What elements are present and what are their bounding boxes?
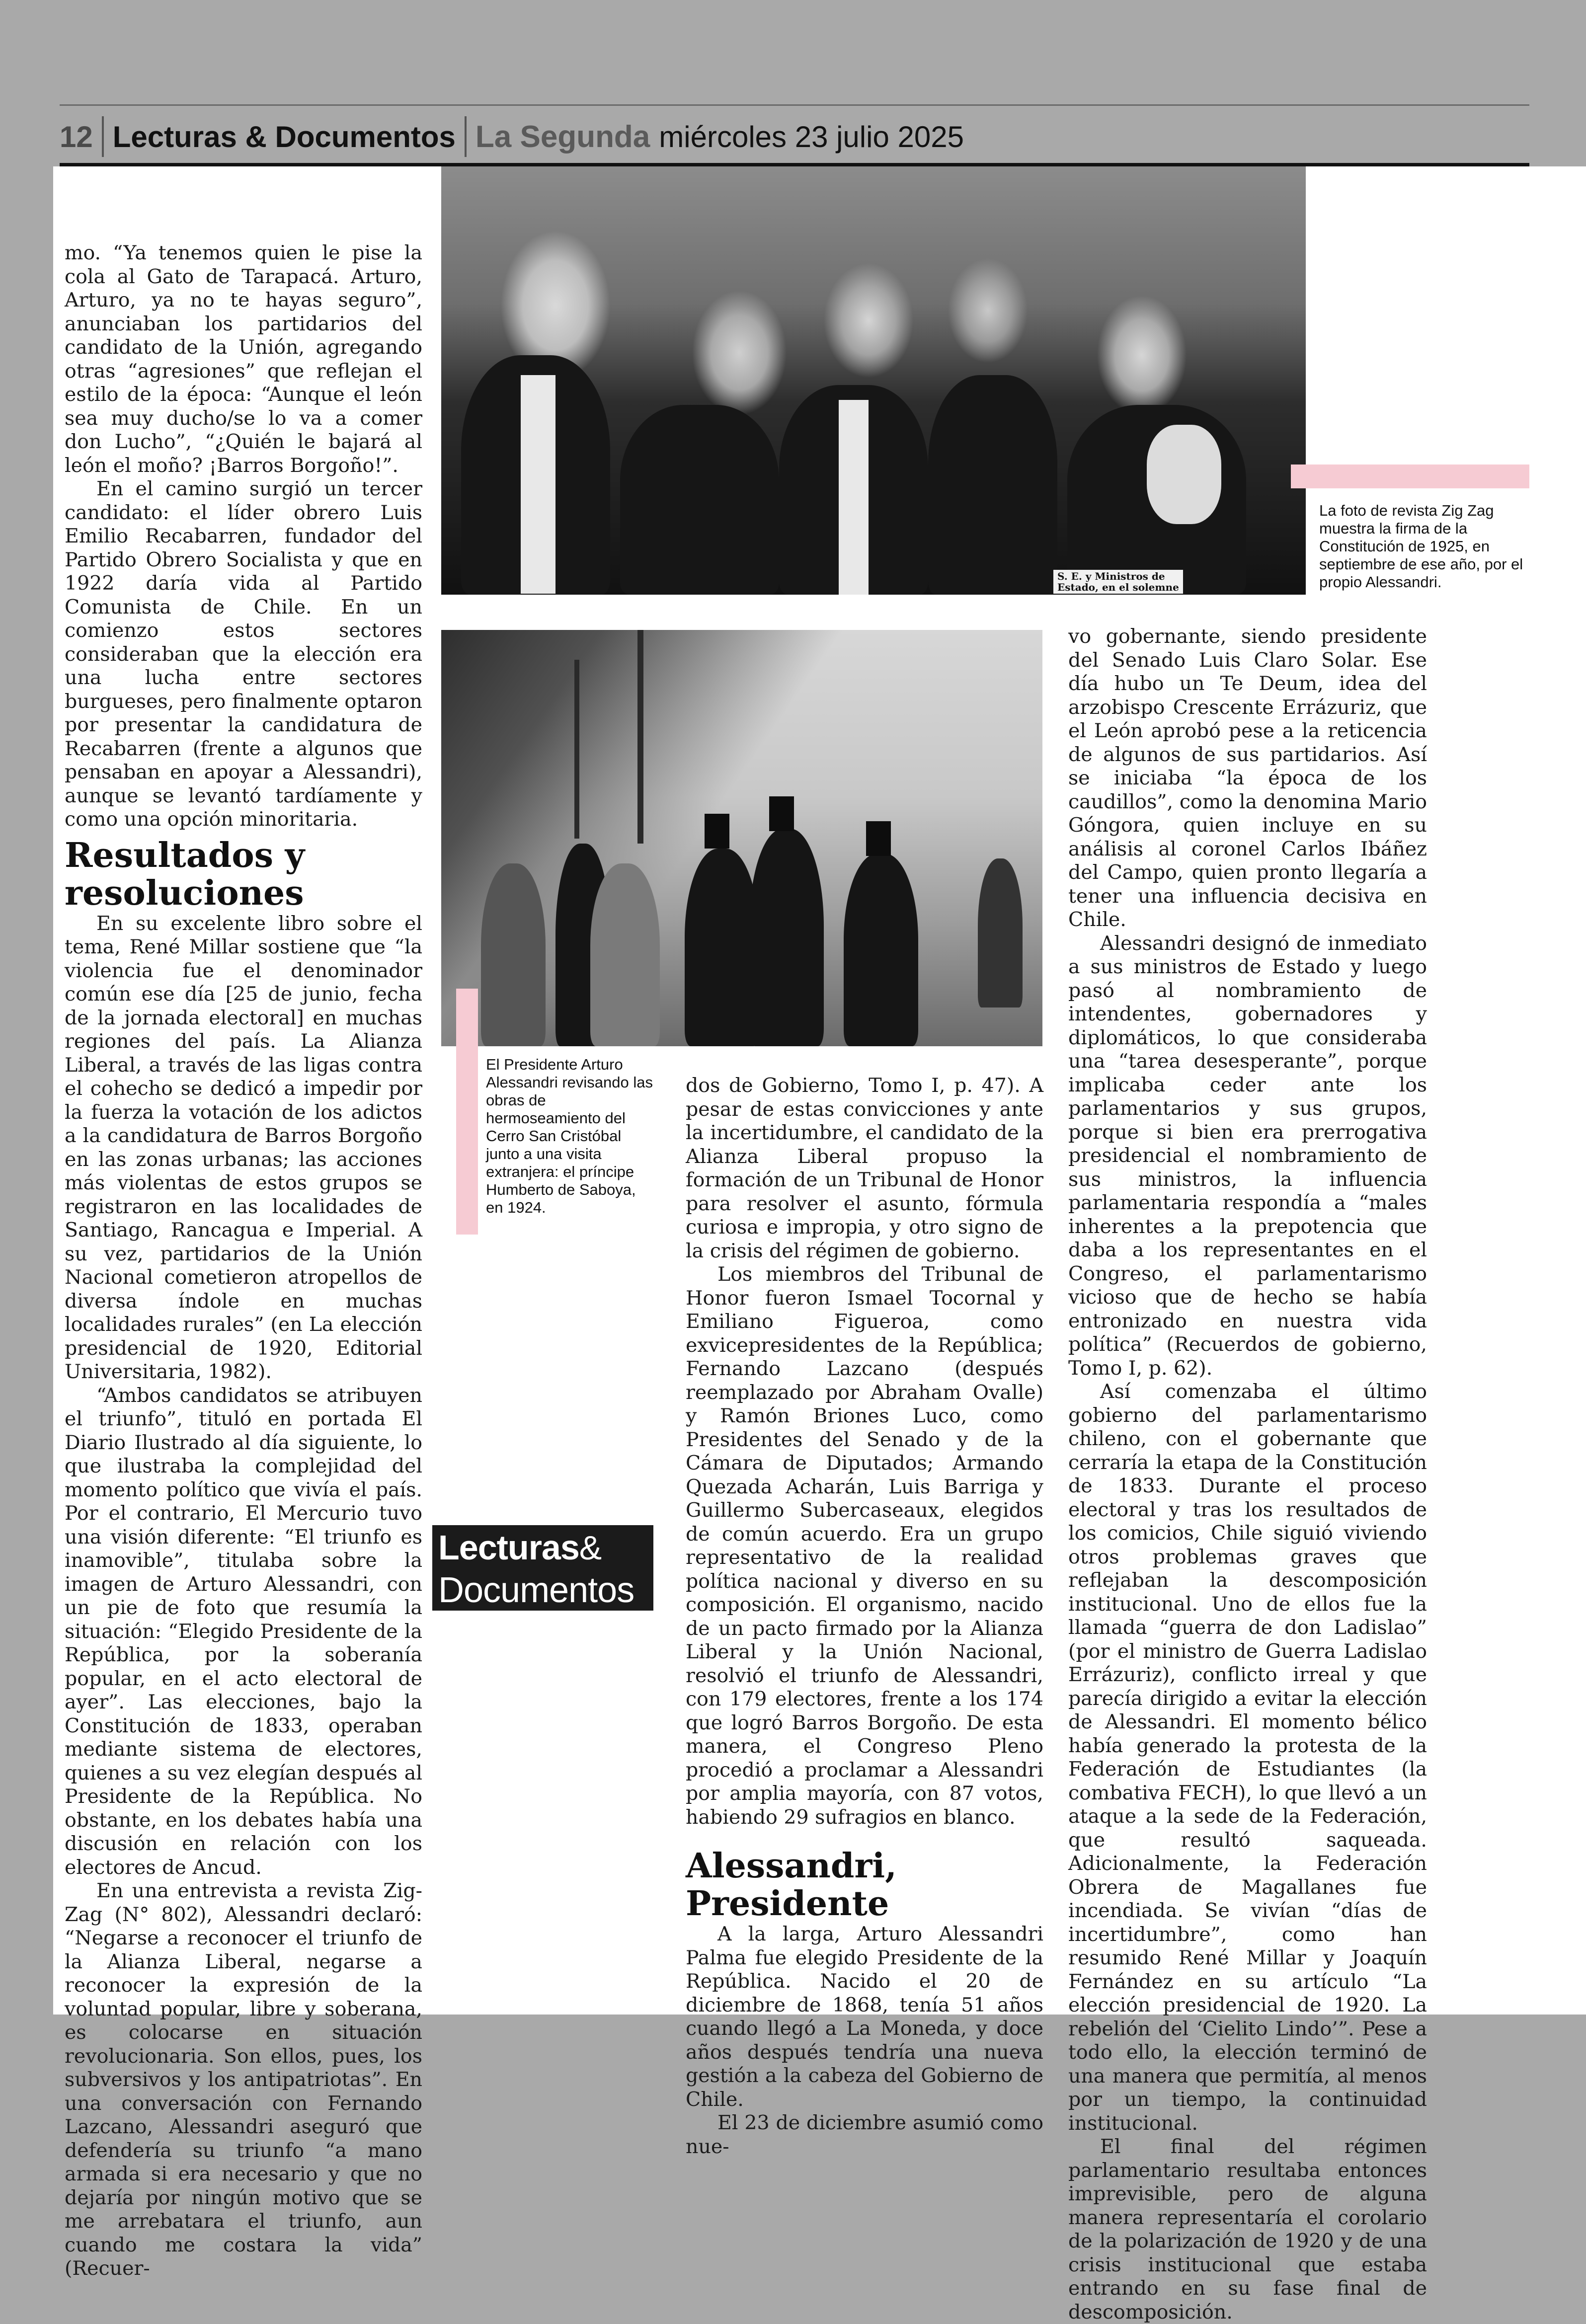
shirt-front xyxy=(839,400,869,595)
subheading-resultados: Resultados y resoluciones xyxy=(65,835,305,913)
page-number: 12 xyxy=(60,120,93,154)
logo-ampersand: & xyxy=(579,1529,602,1567)
caption-accent-bar xyxy=(456,989,478,1235)
header-divider xyxy=(102,116,104,157)
article-column-1 xyxy=(65,241,422,2281)
shirt-front xyxy=(521,375,555,594)
utility-pole xyxy=(637,630,643,844)
section-title: Lecturas & Documentos xyxy=(112,120,456,154)
plate-line-2: Estado, en el solemne xyxy=(1057,581,1179,593)
figure-silhouette xyxy=(844,853,918,1046)
uniform-plume xyxy=(1147,425,1221,524)
paragraph: mo. “Ya tenemos quien le pise la cola al Gato de Tarapacá. Arturo, Arturo, ya no te hayas seguro”, anunciaban los partidarios del candidato de la Unión, agregando otras “agresiones” que reflejan el estilo de la época: “Aunque el león sea muy ducho/se lo va a comer don Lucho”, “¿Quién le bajará al león el moño? ¡Barros Borgoño!”. xyxy=(65,241,422,477)
paragraph: dos de Gobierno, Tomo I, p. 47). A pesar de estas convicciones y ante la incertidumbre, el candidato de la Alianza Liberal propuso la formación de un Tribunal de Honor para resolver el asunto, fórmula curiosa e impropia, y otro signo de la crisis del régimen de gobierno. xyxy=(686,1074,1043,1262)
paragraph: El 23 de diciembre asumió como nue- xyxy=(686,2111,1043,2158)
paragraph: Los miembros del Tribunal de Honor fueron Ismael Tocornal y Emiliano Figueroa, como exvicepresidentes de la República; Fernando Lazcano (después reemplazado por Abraham Ovalle) y Ramón Briones Luco, como Presidentes del Senado y de la Cámara de Diputados; Armando Quezada Acharán, Luis Barriga y Guillermo Subercaseaux, elegidos de común acuerdo. Era un grupo representativo de la realidad política nacional y diverso en su composición. El organismo, nacido de un pacto firmado por la Alianza Liberal y la Unión Nacional, resolvió el triunfo de Alessandri, con 179 electores, frente a los 174 que logró Barros Borgoño. De esta manera, el Congreso Pleno procedió a proclamar a Alessandri por amplia mayoría, con 87 votos, habiendo 29 sufragios en blanco. xyxy=(686,1263,1043,1829)
paragraph: Alessandri designó de inmediato a sus ministros de Estado y luego pasó al nombramiento de intendentes, gobernadores y diplomáticos, lo que consideraba una “tarea desesperante”, porque implicaba ceder ante los parlamentarios y sus grupos, porque si bien era prerrogativa presidencial el nombramiento de sus ministros, la influencia parlamentaria respondía a “males inherentes a la prepotencia que daba a los representantes en el Congreso, el parlamentarismo vicioso que de hecho se había entronizado en nuestra vida política” (Recuerdos de gobierno, Tomo I, p. 62). xyxy=(1068,931,1427,1380)
paragraph: Así comenzaba el último gobierno del parlamentarismo chileno, con el gobernante que cerraría la etapa de la Constitución de 1833. Durante el proceso electoral y tras los resultados de los comicios, Chile siguió viviendo otros problemas graves que reflejaban la descomposición institucional. Uno de ellos fue la llamada “guerra de don Ladislao” (por el ministro de Guerra Ladislao Errázuriz), conflicto irreal y que parecía dirigido a evitar la elección de Alessandri. El momento bélico había generado la protesta de la Federación de Estudiantes (la combativa FECH), lo que llevó a un ataque a la sede de la Federación, que resultó saqueada. Adicionalmente, la Federación Obrera de Magallanes fue incendiada. Se vivían “días de incertidumbre”, como han resumido René Millar y Joaquín Fernández en su artículo “La elección presidencial de 1920. La rebelión del ‘Cielito Lindo’”. Pese a todo ello, la elección terminó de una manera que permitía, al menos por un tiempo, la continuidad institucional. xyxy=(1068,1380,1427,2135)
section-logo xyxy=(432,1525,653,1611)
logo-word-documentos: Documentos xyxy=(438,1570,634,1610)
top-hat xyxy=(769,796,794,831)
article-column-3 xyxy=(1068,625,1427,2324)
figure-silhouette xyxy=(620,405,779,595)
photo-plate-text xyxy=(1053,570,1183,594)
paragraph: En su excelente libro sobre el tema, René Millar sostiene que “la violencia fue el denominador común ese día [25 de junio, fecha de la jornada electoral] en muchas regiones del país. La Alianza Liberal, a través de las ligas contra el cohecho se dedicó a impedir por la fuerza la votación de los adictos a la candidatura de Barros Borgoño en las zonas urbanas; las acciones más violentas de estos grupos se registraron en las localidades de Santiago, Rancagua e Imperial. A su vez, partidarios de la Unión Nacional cometieron atropellos de diversa índole en muchas localidades rurales” (en La elección presidencial de 1920, Editorial Universitaria, 1982). xyxy=(65,912,422,1383)
paragraph: A la larga, Arturo Alessandri Palma fue elegido Presidente de la República. Nacido el 20 de diciembre de 1868, tenía 51 años cuando llegó a La Moneda, y doce años después tendría una nueva gestión a la cabeza del Gobierno de Chile. xyxy=(686,1923,1043,2111)
photo-caption-top: La foto de revista Zig Zag muestra la firma de la Constitución de 1925, en septiembre de ese año, por el propio Alessandri. xyxy=(1319,502,1523,591)
plate-line-1: S. E. y Ministros de xyxy=(1057,570,1165,582)
page-header xyxy=(60,109,1529,164)
newspaper-name: La Segunda xyxy=(475,119,650,154)
paragraph: En una entrevista a revista Zig-Zag (N° 802), Alessandri declaró: “Negarse a reconocer el triunfo de la Alianza Liberal, negarse a reconocer la expresión de la voluntad popular, libre y soberana, es colocarse en situación revolucionaria. Son ellos, pues, los subversivos y los antipatriotas”. En una conversación con Fernando Lazcano, Alessandri aseguró que defendería su triunfo “a mano armada si era necesario y que no dejaría por ningún motivo que se me arrebatara el triunfo, aun cuando me costara la vida” (Recuer- xyxy=(65,1879,422,2280)
photo-caption-middle: El Presidente Arturo Alessandri revisando las obras de hermoseamiento del Cerro San Cristóbal junto a una visita extranjera: el príncipe Humberto de Saboya, en 1924. xyxy=(486,1056,653,1216)
utility-pole xyxy=(574,660,579,839)
issue-date: miércoles 23 julio 2025 xyxy=(659,120,964,154)
top-hat xyxy=(705,814,729,849)
figure-silhouette xyxy=(685,849,759,1046)
paragraph: “Ambos candidatos se atribuyen el triunfo”, tituló en portada El Diario Ilustrado al día siguiente, lo que ilustraba la complejidad del momento político que vivía el país. Por el contrario, El Mercurio tuvo una visión diferente: “El triunfo es inamovible”, titulaba sobre la imagen de Arturo Alessandri, con un pie de foto que resumía la situación: “Elegido Presidente de la República, por la soberanía popular, en el acto electoral de ayer”. Las elecciones, bajo la Constitución de 1833, operaban mediante sistema de electores, quienes a su vez elegían después al Presidente de la República. No obstante, en los debates había una discusión en relación con los electores de Ancud. xyxy=(65,1384,422,1879)
figure-silhouette xyxy=(481,863,546,1046)
paragraph: El final del régimen parlamentario resultaba entonces imprevisible, pero de alguna manera representaría el corolario de la polarización de 1920 y de una crisis institucional que estaba entrando en su fase final de descomposición. xyxy=(1068,2135,1427,2324)
top-hat xyxy=(866,821,891,856)
figure-silhouette xyxy=(590,863,660,1046)
header-rule xyxy=(60,163,1529,166)
top-rule xyxy=(60,104,1529,106)
header-divider xyxy=(465,116,467,157)
figure-silhouette xyxy=(978,858,1023,1007)
figure-silhouette xyxy=(928,375,1057,595)
logo-word-lecturas: Lecturas xyxy=(438,1528,579,1567)
paragraph: En el camino surgió un tercer candidato: el líder obrero Luis Emilio Recabarren, fundador del Partido Obrero Socialista y que en 1922 daría vida al Partido Comunista de Chile. En un comienzo estos sectores consideraban que la elección era una lucha entre sectores burgueses, pero finalmente optaron por presentar la candidatura de Recabarren (frente a algunos que pensaban en apoyar a Alessandri), aunque se levantó tardíamente y como una opción minoritaria. xyxy=(65,477,422,831)
caption-accent-bar xyxy=(1291,465,1529,488)
photo-cerro-san-cristobal xyxy=(441,630,1042,1046)
subheading-alessandri-presidente: Alessandri, Presidente xyxy=(686,1846,897,1924)
photo-constitution-signing xyxy=(441,166,1306,595)
paragraph: vo gobernante, siendo presidente del Senado Luis Claro Solar. Ese día hubo un Te Deum, idea del arzobispo Crescente Errázuriz, que el León aprobó pese a la reticencia de algunos de sus partidarios. Así se iniciaba “la época de los caudillos”, como la denomina Mario Góngora, quien incluye en su análisis al coronel Carlos Ibáñez del Campo, quien pronto llegaría a tener una influencia decisiva en Chile. xyxy=(1068,625,1427,931)
article-column-2 xyxy=(686,1074,1043,2159)
figure-silhouette xyxy=(749,829,824,1046)
